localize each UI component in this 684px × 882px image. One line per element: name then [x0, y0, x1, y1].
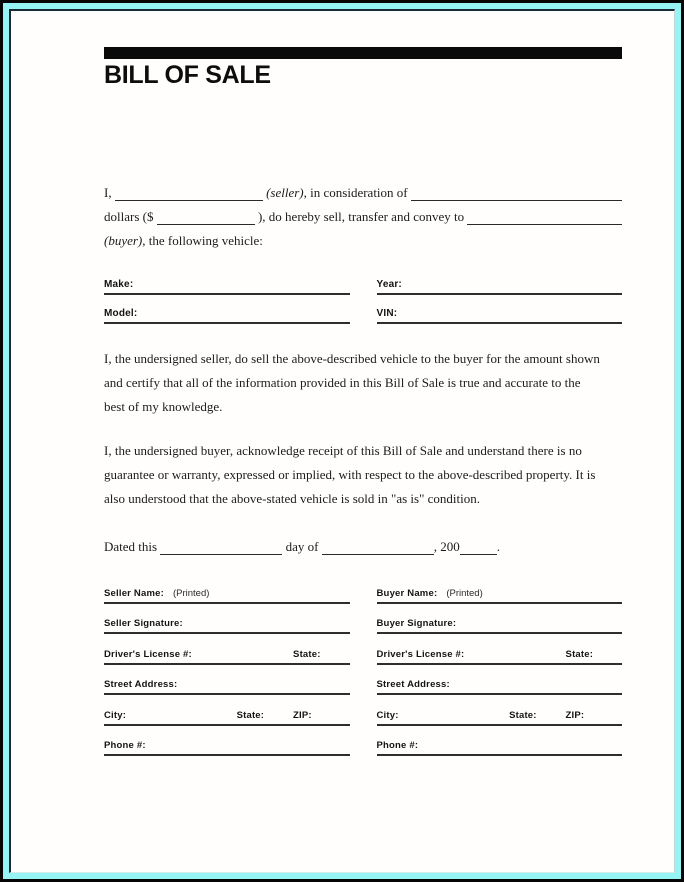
model-field[interactable]	[104, 295, 350, 324]
seller-signature-label: Seller Signature:	[104, 618, 183, 629]
seller-license-field[interactable]	[104, 634, 350, 665]
document-page	[9, 9, 675, 873]
seller-phone-label: Phone #:	[104, 740, 146, 751]
seller-signature-field[interactable]	[104, 604, 350, 635]
seller-street-label: Street Address:	[104, 679, 178, 690]
vin-label: VIN:	[376, 308, 398, 319]
buyer-city-state-zip-field[interactable]	[377, 695, 623, 726]
intro-paragraph	[104, 181, 622, 253]
intro-line-1	[104, 181, 622, 205]
buyer-statement-line-3: also understood that the above-stated vehicle is sold in "as is" condition.	[104, 491, 480, 506]
buyer-street-label: Street Address:	[376, 679, 450, 690]
buyer-city-label: City:	[376, 709, 399, 721]
buyer-statement-line-2: guarantee or warranty, expressed or implied, with respect to the above-described property. It is	[104, 467, 596, 482]
buyer-signature-label: Buyer Signature:	[376, 618, 457, 629]
seller-street-field[interactable]	[104, 665, 350, 696]
text-run: , 200	[433, 539, 460, 554]
text-run: , the following vehicle:	[142, 233, 263, 248]
text-run: day of	[282, 539, 322, 554]
printed-hint: (Printed)	[446, 587, 483, 599]
seller-statement-line-2: and certify that all of the information provided in this Bill of Sale is true and accurate to the	[104, 375, 581, 390]
year-label: Year:	[376, 279, 402, 290]
vehicle-row-2	[104, 295, 622, 324]
buyer-phone-label: Phone #:	[376, 740, 419, 751]
buyer-name-field[interactable]	[377, 573, 623, 604]
blank-line[interactable]	[160, 554, 282, 555]
vehicle-row-1	[104, 266, 622, 295]
make-label: Make:	[104, 279, 134, 290]
seller-license-label: Driver's License #:	[104, 648, 192, 660]
seller-city-state-zip-field[interactable]	[104, 695, 350, 726]
page-title: BILL OF SALE	[104, 61, 271, 89]
text-run: dollars ($	[104, 209, 157, 224]
buyer-license-label: Driver's License #:	[376, 648, 465, 660]
title-bar-rule	[104, 47, 622, 59]
year-field[interactable]	[377, 266, 623, 295]
seller-name-label: Seller Name:	[104, 587, 164, 599]
blank-line[interactable]	[460, 554, 497, 555]
seller-license-state-label: State:	[293, 648, 321, 660]
seller-statement-line-1: I, the undersigned seller, do sell the above-described vehicle to the buyer for the amount shown	[104, 351, 600, 366]
text-run: ), do hereby sell, transfer and convey to	[254, 209, 468, 224]
buyer-license-state-label: State:	[565, 648, 594, 660]
seller-state-label: State:	[236, 709, 265, 721]
buyer-zip-label: ZIP:	[565, 709, 585, 721]
seller-phone-field[interactable]	[104, 726, 350, 757]
buyer-statement-line-1: I, the undersigned buyer, acknowledge receipt of this Bill of Sale and understand there is no	[104, 443, 582, 458]
parties-info-section	[104, 573, 622, 756]
intro-line-2	[104, 205, 622, 229]
seller-zip-label: ZIP:	[293, 709, 312, 721]
buyer-signature-field[interactable]	[377, 604, 623, 635]
seller-info-column	[104, 573, 350, 756]
buyer-info-column	[377, 573, 623, 756]
seller-city-label: City:	[104, 709, 127, 721]
text-run: Dated this	[104, 539, 161, 554]
blank-line[interactable]	[411, 200, 622, 201]
text-run: (seller)	[266, 185, 304, 200]
printed-hint: (Printed)	[172, 587, 210, 599]
text-run: (buyer)	[104, 233, 143, 248]
model-label: Model:	[104, 308, 138, 319]
text-run: , in consideration of	[303, 185, 411, 200]
buyer-license-field[interactable]	[377, 634, 623, 665]
seller-statement	[104, 347, 622, 419]
vehicle-fields-section	[104, 266, 622, 324]
blank-line[interactable]	[157, 224, 255, 225]
text-run: I,	[104, 185, 115, 200]
vin-field[interactable]	[377, 295, 623, 324]
blank-line[interactable]	[115, 200, 263, 201]
seller-name-field[interactable]	[104, 573, 350, 604]
buyer-street-field[interactable]	[377, 665, 623, 696]
seller-statement-line-3: best of my knowledge.	[104, 399, 223, 414]
dated-line	[104, 535, 622, 559]
buyer-state-label: State:	[509, 709, 537, 721]
blank-line[interactable]	[322, 554, 434, 555]
blank-line[interactable]	[467, 224, 622, 225]
intro-line-3	[104, 229, 622, 253]
make-field[interactable]	[104, 266, 350, 295]
buyer-name-label: Buyer Name:	[376, 587, 438, 599]
buyer-phone-field[interactable]	[377, 726, 623, 757]
buyer-statement	[104, 439, 622, 511]
text-run: .	[496, 539, 500, 554]
